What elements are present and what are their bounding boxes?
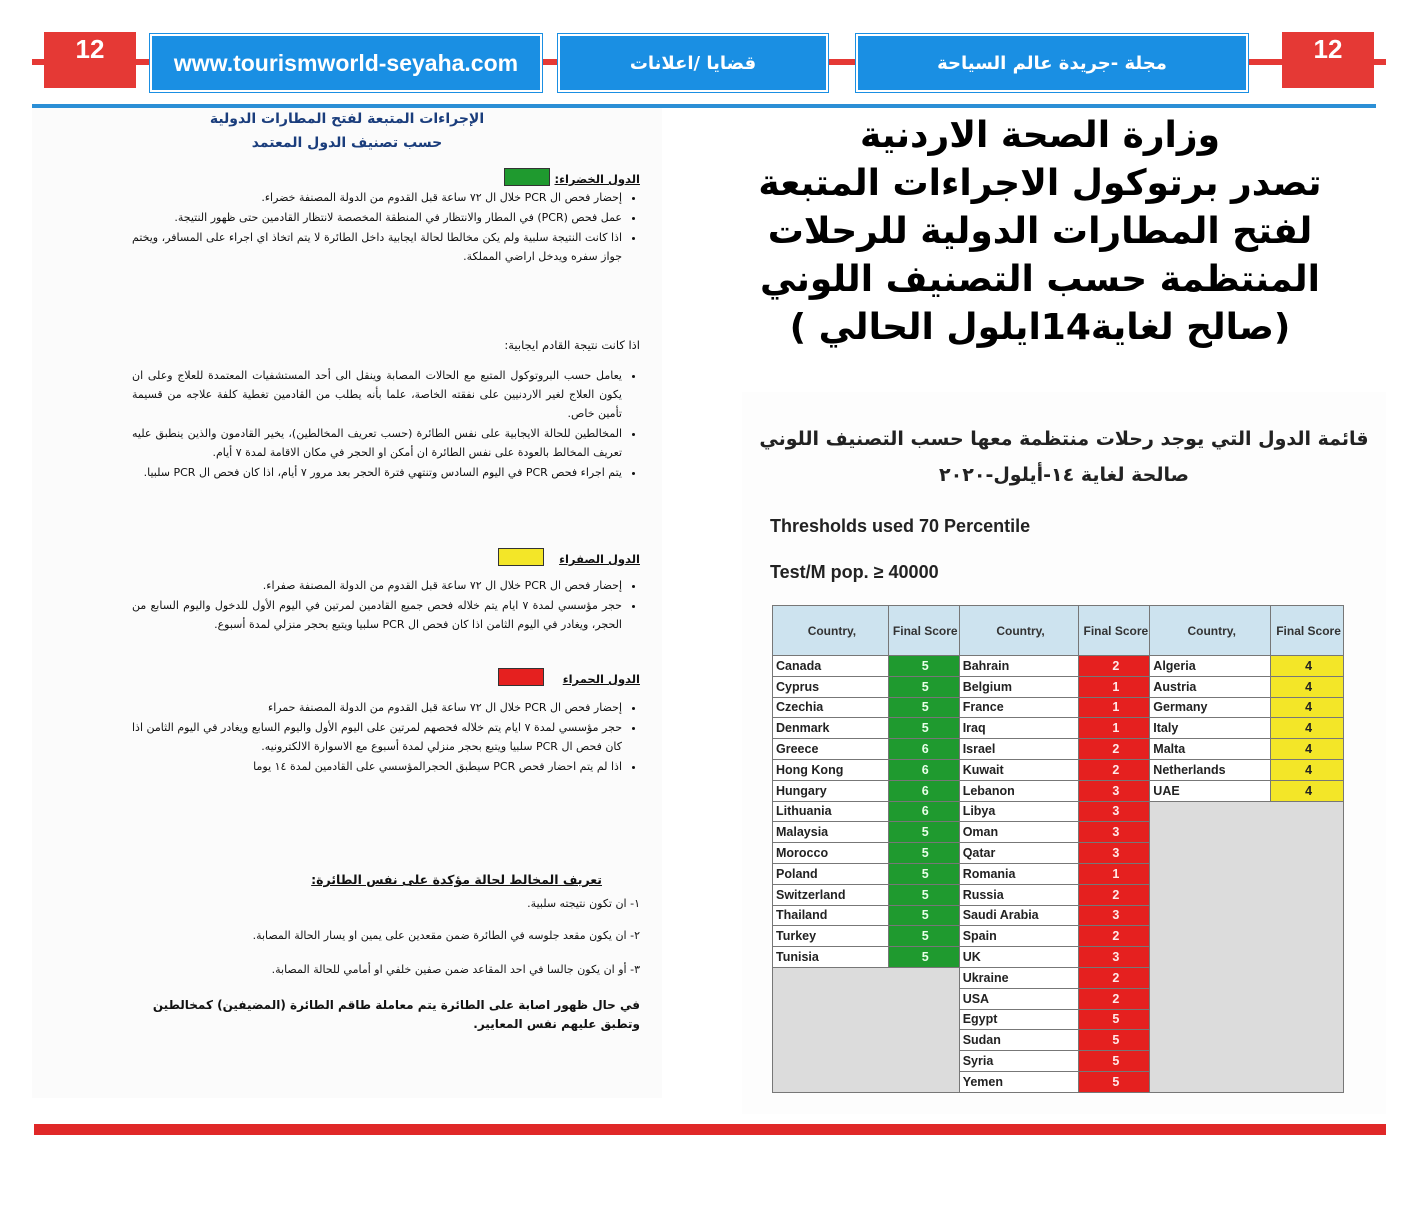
red-swatch bbox=[498, 668, 544, 686]
country-cell: Iraq bbox=[959, 718, 1079, 739]
list-item: • حجر مؤسسي لمدة ٧ ايام يتم خلاله فحص جميع القادمين لمرتين في اليوم الأول للدخول واليوم السابع من الحجر، ويغادر في اليوم الثامن اذا كان فحص ال PCR سلبيا ويتبع بحجر منزلي لمدة أسبوع. bbox=[132, 596, 622, 634]
headline-line: لفتح المطارات الدولية للرحلات bbox=[767, 211, 1313, 252]
contact-rule-2: ٢- ان يكون مقعد جلوسه في الطائرة ضمن مقعدين على يمين او يسار الحالة المصابة. bbox=[252, 929, 640, 942]
country-cell: Tunisia bbox=[773, 947, 889, 968]
list-item: • حجر مؤسسي لمدة ٧ ايام يتم خلاله فحصهم لمرتين على اليوم الأول واليوم السابع ويغادر في اليوم الثامن اذا كان فحص ال PCR سلبيا ويتبع بحجر منزلي لمدة أسبوع مع الاسوارة الالكترونيه. bbox=[132, 718, 622, 756]
table-row bbox=[773, 656, 1344, 677]
score-cell-yellow: 4 bbox=[1271, 718, 1344, 739]
red-countries-heading: الدول الحمراء bbox=[562, 672, 640, 686]
document-subtitle: حسب تصنيف الدول المعتمد bbox=[251, 135, 443, 151]
list-item: • اذا لم يتم احضار فحص PCR سيطبق الحجرالمؤسسي على القادمين لمدة ١٤ يوما bbox=[132, 757, 622, 776]
country-cell: Algeria bbox=[1150, 656, 1271, 677]
red-procedures-list bbox=[132, 698, 640, 777]
column-header-score: Final Score bbox=[1079, 606, 1150, 656]
score-cell-red: 3 bbox=[1079, 947, 1150, 968]
score-cell-red: 2 bbox=[1079, 926, 1150, 947]
score-cell-red: 3 bbox=[1079, 822, 1150, 843]
document-title: الإجراءات المتبعة لفتح المطارات الدولية bbox=[209, 111, 485, 127]
country-cell: UAE bbox=[1150, 780, 1271, 801]
score-cell-red: 3 bbox=[1079, 801, 1150, 822]
score-cell-red: 1 bbox=[1079, 697, 1150, 718]
country-cell: Austria bbox=[1150, 676, 1271, 697]
empty-cell bbox=[773, 967, 960, 1092]
country-cell: Russia bbox=[959, 884, 1079, 905]
column-header-score: Final Score bbox=[1271, 606, 1344, 656]
article-headline bbox=[680, 112, 1400, 352]
score-cell-yellow: 4 bbox=[1271, 697, 1344, 718]
score-cell-red: 5 bbox=[1079, 1030, 1150, 1051]
score-cell-red: 3 bbox=[1079, 843, 1150, 864]
country-cell: Switzerland bbox=[773, 884, 889, 905]
score-cell-green: 5 bbox=[888, 863, 959, 884]
contact-rule-3: ٣- أو ان يكون جالسا في احد المقاعد ضمن صفين خلفي او أمامي للحالة المصابة. bbox=[271, 963, 640, 976]
score-cell-green: 6 bbox=[888, 801, 959, 822]
score-cell-green: 5 bbox=[888, 697, 959, 718]
green-swatch bbox=[504, 168, 550, 186]
country-cell: Malaysia bbox=[773, 822, 889, 843]
country-cell: Lebanon bbox=[959, 780, 1079, 801]
score-cell-yellow: 4 bbox=[1271, 780, 1344, 801]
list-item: • المخالطين للحالة الايجابية على نفس الطائرة (حسب تعريف المخالطين)، يخير القادمون والذين ينطبق عليه تعريف المخالط بالعودة على نفس الطائرة ان أمكن او الحجر في مكان الاقامة لمدة ٧ أيام. bbox=[132, 424, 622, 462]
threshold-note: Thresholds used 70 Percentile bbox=[770, 516, 1031, 536]
positive-case-heading: اذا كانت نتيجة القادم ايجابية: bbox=[504, 338, 640, 352]
contact-definition-heading: تعريف المخالط لحالة مؤكدة على نفس الطائرة: bbox=[311, 872, 602, 887]
table-row bbox=[773, 801, 1344, 822]
country-cell: Oman bbox=[959, 822, 1079, 843]
yellow-countries-heading: الدول الصفراء bbox=[559, 552, 640, 566]
column-header-country: Country, bbox=[959, 606, 1079, 656]
list-item: • اذا كانت النتيجة سلبية ولم يكن مخالطا لحالة ايجابية داخل الطائرة لا يتم اتخاذ اي اجراء على المسافر، ويختم جواز سفره ويدخل اراضي المملكة. bbox=[132, 228, 622, 266]
section-label: قضايا /اعلانات bbox=[558, 34, 828, 92]
country-cell: Egypt bbox=[959, 1009, 1079, 1030]
score-cell-red: 1 bbox=[1079, 676, 1150, 697]
score-cell-red: 2 bbox=[1079, 759, 1150, 780]
column-header-score: Final Score bbox=[888, 606, 959, 656]
green-procedures-list bbox=[132, 188, 640, 267]
country-cell: Turkey bbox=[773, 926, 889, 947]
list-item: • إحضار فحص ال PCR خلال ال ٧٢ ساعة قبل القدوم من الدولة المصنفة خضراء. bbox=[132, 188, 622, 207]
headline-line: (صالح لغاية14ايلول الحالي ) bbox=[789, 307, 1291, 348]
country-cell: Thailand bbox=[773, 905, 889, 926]
score-cell-red: 3 bbox=[1079, 780, 1150, 801]
page-number-right: 12 bbox=[1282, 32, 1374, 88]
list-item: • يعامل حسب البروتوكول المتبع مع الحالات المصابة وينقل الى أحد المستشفيات المعتمدة للعلاج وعلى ان يكون العلاج لغير الاردنيين على نفقته الخاصة، علما بأنه يطلب من القادمين تغطية كلفة علاجه من قسيمة تأمين خاص. bbox=[132, 366, 622, 423]
score-cell-red: 5 bbox=[1079, 1051, 1150, 1072]
country-cell: Hungary bbox=[773, 780, 889, 801]
country-list-title: قائمة الدول التي يوجد رحلات منتظمة معها حسب التصنيف اللوني bbox=[759, 428, 1369, 450]
country-cell: Saudi Arabia bbox=[959, 905, 1079, 926]
score-cell-red: 1 bbox=[1079, 718, 1150, 739]
list-item: • إحضار فحص ال PCR خلال ال ٧٢ ساعة قبل القدوم من الدولة المصنفة صفراء. bbox=[132, 576, 622, 595]
table-row bbox=[773, 676, 1344, 697]
country-cell: Hong Kong bbox=[773, 759, 889, 780]
country-cell: Czechia bbox=[773, 697, 889, 718]
country-cell: Romania bbox=[959, 863, 1079, 884]
country-cell: Qatar bbox=[959, 843, 1079, 864]
column-header-country: Country, bbox=[773, 606, 889, 656]
country-cell: France bbox=[959, 697, 1079, 718]
table-header-row bbox=[773, 606, 1344, 656]
country-cell: Canada bbox=[773, 656, 889, 677]
list-item: • عمل فحص (PCR) في المطار والانتظار في المنطقة المخصصة لانتظار القادمين حتى ظهور النتيجة. bbox=[132, 208, 622, 227]
green-countries-heading: الدول الخضراء: bbox=[554, 172, 640, 186]
country-list-validity: صالحة لغاية ١٤-أيلول-٢٠٢٠ bbox=[939, 464, 1189, 486]
score-cell-red: 2 bbox=[1079, 739, 1150, 760]
country-cell: Libya bbox=[959, 801, 1079, 822]
contact-rule-1: ١- ان تكون نتيجته سلبية. bbox=[527, 897, 640, 910]
headline-line: وزارة الصحة الاردنية bbox=[860, 115, 1220, 156]
list-item: • إحضار فحص ال PCR خلال ال ٧٢ ساعة قبل القدوم من الدولة المصنفة حمراء bbox=[132, 698, 622, 717]
country-cell: Denmark bbox=[773, 718, 889, 739]
country-classification-table bbox=[772, 605, 1344, 1093]
website-url-link[interactable]: www.tourismworld-seyaha.com bbox=[150, 34, 542, 92]
score-cell-green: 5 bbox=[888, 926, 959, 947]
score-cell-green: 5 bbox=[888, 676, 959, 697]
column-header-country: Country, bbox=[1150, 606, 1271, 656]
test-rate-note: Test/M pop. ≥ 40000 bbox=[770, 562, 939, 582]
score-cell-red: 5 bbox=[1079, 1009, 1150, 1030]
score-cell-red: 2 bbox=[1079, 884, 1150, 905]
country-cell: Greece bbox=[773, 739, 889, 760]
page-number-left: 12 bbox=[44, 32, 136, 88]
footer-red-rule bbox=[34, 1124, 1386, 1135]
score-cell-green: 5 bbox=[888, 718, 959, 739]
score-cell-red: 2 bbox=[1079, 967, 1150, 988]
score-cell-green: 5 bbox=[888, 905, 959, 926]
country-cell: Sudan bbox=[959, 1030, 1079, 1051]
country-cell: Italy bbox=[1150, 718, 1271, 739]
country-cell: UK bbox=[959, 947, 1079, 968]
country-cell: Lithuania bbox=[773, 801, 889, 822]
table-row bbox=[773, 718, 1344, 739]
table-row bbox=[773, 780, 1344, 801]
positive-procedures-list bbox=[132, 366, 640, 483]
score-cell-yellow: 4 bbox=[1271, 739, 1344, 760]
score-cell-yellow: 4 bbox=[1271, 656, 1344, 677]
headline-line: تصدر برتوكول الاجراءات المتبعة bbox=[758, 163, 1322, 204]
yellow-swatch bbox=[498, 548, 544, 566]
score-cell-red: 1 bbox=[1079, 863, 1150, 884]
country-cell: Bahrain bbox=[959, 656, 1079, 677]
score-cell-green: 5 bbox=[888, 884, 959, 905]
country-cell: USA bbox=[959, 988, 1079, 1009]
table-row bbox=[773, 759, 1344, 780]
score-cell-red: 5 bbox=[1079, 1071, 1150, 1092]
country-cell: Cyprus bbox=[773, 676, 889, 697]
score-cell-yellow: 4 bbox=[1271, 759, 1344, 780]
country-cell: Spain bbox=[959, 926, 1079, 947]
score-cell-green: 5 bbox=[888, 843, 959, 864]
score-cell-green: 5 bbox=[888, 656, 959, 677]
country-cell: Belgium bbox=[959, 676, 1079, 697]
score-cell-green: 6 bbox=[888, 780, 959, 801]
country-cell: Poland bbox=[773, 863, 889, 884]
country-cell: Malta bbox=[1150, 739, 1271, 760]
headline-line: المنتظمة حسب التصنيف اللوني bbox=[759, 259, 1321, 300]
country-cell: Israel bbox=[959, 739, 1079, 760]
score-cell-yellow: 4 bbox=[1271, 676, 1344, 697]
score-cell-green: 5 bbox=[888, 947, 959, 968]
score-cell-red: 2 bbox=[1079, 656, 1150, 677]
procedures-document bbox=[32, 108, 662, 1098]
score-cell-green: 5 bbox=[888, 822, 959, 843]
country-cell: Yemen bbox=[959, 1071, 1079, 1092]
empty-cell bbox=[1150, 801, 1344, 1092]
country-cell: Netherlands bbox=[1150, 759, 1271, 780]
table-row bbox=[773, 697, 1344, 718]
magazine-name: مجلة -جريدة عالم السياحة bbox=[856, 34, 1248, 92]
score-cell-red: 2 bbox=[1079, 988, 1150, 1009]
country-cell: Syria bbox=[959, 1051, 1079, 1072]
score-cell-green: 6 bbox=[888, 759, 959, 780]
crew-note: في حال ظهور اصابة على الطائرة يتم معاملة طاقم الطائرة (المضيفين) كمخالطين وتطبق عليهم نفس المعايير. bbox=[152, 998, 640, 1031]
table-row bbox=[773, 739, 1344, 760]
score-cell-green: 6 bbox=[888, 739, 959, 760]
country-cell: Ukraine bbox=[959, 967, 1079, 988]
country-cell: Morocco bbox=[773, 843, 889, 864]
country-cell: Kuwait bbox=[959, 759, 1079, 780]
country-cell: Germany bbox=[1150, 697, 1271, 718]
score-cell-red: 3 bbox=[1079, 905, 1150, 926]
list-item: • يتم اجراء فحص PCR في اليوم السادس وتنتهي فترة الحجر بعد مرور ٧ أيام، اذا كان فحص ال PCR سلبيا. bbox=[132, 463, 622, 482]
yellow-procedures-list bbox=[132, 576, 640, 635]
